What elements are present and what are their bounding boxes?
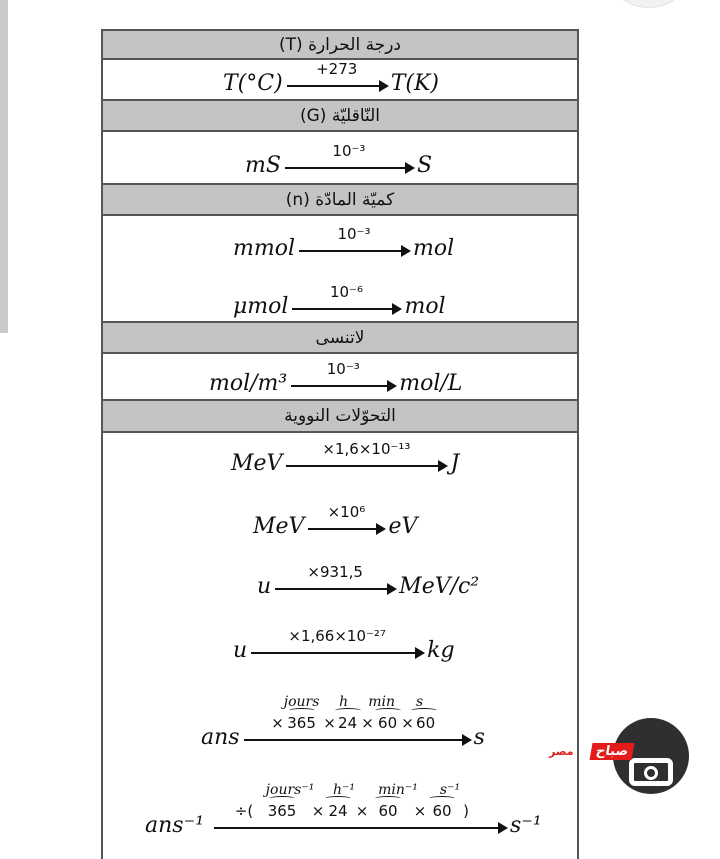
factor-number: 60 <box>416 714 436 732</box>
section-title: لاتنسى <box>315 327 365 348</box>
arrow <box>292 283 400 310</box>
section-header-nuclear <box>103 399 577 433</box>
conversion-row <box>209 360 463 396</box>
section-header-remember <box>103 321 577 354</box>
conversion-row-inverse-years <box>145 782 542 838</box>
factor-number: 60 <box>432 802 452 820</box>
unit-label: h <box>339 694 349 710</box>
arrow <box>244 694 470 741</box>
unit-label: min⁻¹ <box>378 782 418 798</box>
operator: ) <box>463 802 469 820</box>
operator: × <box>323 714 336 732</box>
arrow <box>291 360 395 387</box>
arrow <box>299 225 409 252</box>
factor: ×1,66×10⁻²⁷ <box>288 627 386 645</box>
section-header-conductance <box>103 99 577 132</box>
operator: × <box>311 802 325 820</box>
to-unit: eV <box>388 514 418 539</box>
unit-label: jours <box>283 694 320 710</box>
brace <box>429 796 455 801</box>
section-title: كميّة المادّة (n) <box>285 189 395 210</box>
conversion-row <box>223 60 439 96</box>
section-header-temperature <box>103 29 577 60</box>
from-unit: T(°C) <box>223 71 283 96</box>
arrow <box>275 563 395 590</box>
to-unit: s <box>473 725 485 750</box>
factor: 10⁻³ <box>337 225 371 243</box>
factor: 10⁻³ <box>326 360 360 378</box>
factor: ×10⁶ <box>327 503 366 521</box>
conversion-row <box>231 440 460 476</box>
factor-number: 60 <box>378 714 398 732</box>
operator: × <box>355 802 369 820</box>
arrow <box>285 142 413 169</box>
from-unit: MeV <box>253 514 305 539</box>
watermark-logo <box>549 718 689 808</box>
conversion-table <box>101 29 579 859</box>
arrow <box>308 503 384 530</box>
brace <box>269 796 295 801</box>
factor-number: 24 <box>338 714 358 732</box>
factor: ×1,6×10⁻¹³ <box>322 440 411 458</box>
arrow <box>251 627 423 654</box>
unit-label: s⁻¹ <box>439 782 461 798</box>
operator: × <box>413 802 427 820</box>
arrow <box>286 440 446 467</box>
operator: × <box>401 714 414 732</box>
conversion-row <box>233 283 446 319</box>
to-unit: kg <box>427 638 455 663</box>
brace <box>325 796 351 801</box>
to-unit: s⁻¹ <box>510 813 542 838</box>
from-unit: MeV <box>231 451 283 476</box>
factor-number: 365 <box>287 714 316 732</box>
left-scroll-edge <box>0 0 8 333</box>
brace <box>335 708 361 713</box>
brace <box>411 708 437 713</box>
camera-icon <box>629 758 673 786</box>
operator: × <box>271 714 284 732</box>
conversion-row <box>245 142 433 178</box>
corner-button[interactable] <box>618 0 680 8</box>
factor: 10⁻³ <box>332 142 366 160</box>
conversion-row <box>233 627 455 663</box>
factor-number: 24 <box>328 802 348 820</box>
unit-label: min <box>368 694 395 710</box>
from-unit: μmol <box>233 294 289 319</box>
from-unit: ans <box>201 725 240 750</box>
to-unit: mol/L <box>399 371 463 396</box>
section-title: النّاقليّة (G) <box>299 105 381 126</box>
to-unit: T(K) <box>390 71 439 96</box>
brace <box>375 796 401 801</box>
section-header-amount <box>103 183 577 216</box>
from-unit: mS <box>245 153 281 178</box>
to-unit: mol <box>413 236 455 261</box>
unit-label: h⁻¹ <box>333 782 356 798</box>
conversion-row <box>257 563 480 599</box>
conversion-row <box>233 225 455 261</box>
logo-badge: صباح <box>590 743 635 760</box>
unit-label: s <box>415 694 424 710</box>
factor: +273 <box>316 60 358 78</box>
conversion-row-years <box>201 694 485 750</box>
conversion-row <box>253 503 418 539</box>
logo-word: مصر <box>549 745 574 758</box>
from-unit: mol/m³ <box>209 371 288 396</box>
section-title: درجة الحرارة (T) <box>279 34 401 55</box>
from-unit: ans⁻¹ <box>145 813 205 838</box>
arrow <box>214 782 506 829</box>
from-unit: u <box>233 638 248 663</box>
to-unit: MeV/c² <box>399 574 480 599</box>
factor-number: 365 <box>267 802 297 820</box>
factor: ×931,5 <box>307 563 363 581</box>
factor-number: 60 <box>378 802 398 820</box>
to-unit: S <box>416 153 433 178</box>
from-unit: mmol <box>233 236 296 261</box>
factor: 10⁻⁶ <box>329 283 363 301</box>
section-title: التحوّلات النووية <box>284 406 396 426</box>
unit-label: jours⁻¹ <box>265 782 315 798</box>
to-unit: J <box>450 451 460 476</box>
operator: ÷( <box>234 802 254 820</box>
operator: × <box>361 714 374 732</box>
to-unit: mol <box>404 294 446 319</box>
from-unit: u <box>257 574 272 599</box>
brace <box>375 708 401 713</box>
arrow <box>287 60 387 87</box>
brace <box>289 708 315 713</box>
